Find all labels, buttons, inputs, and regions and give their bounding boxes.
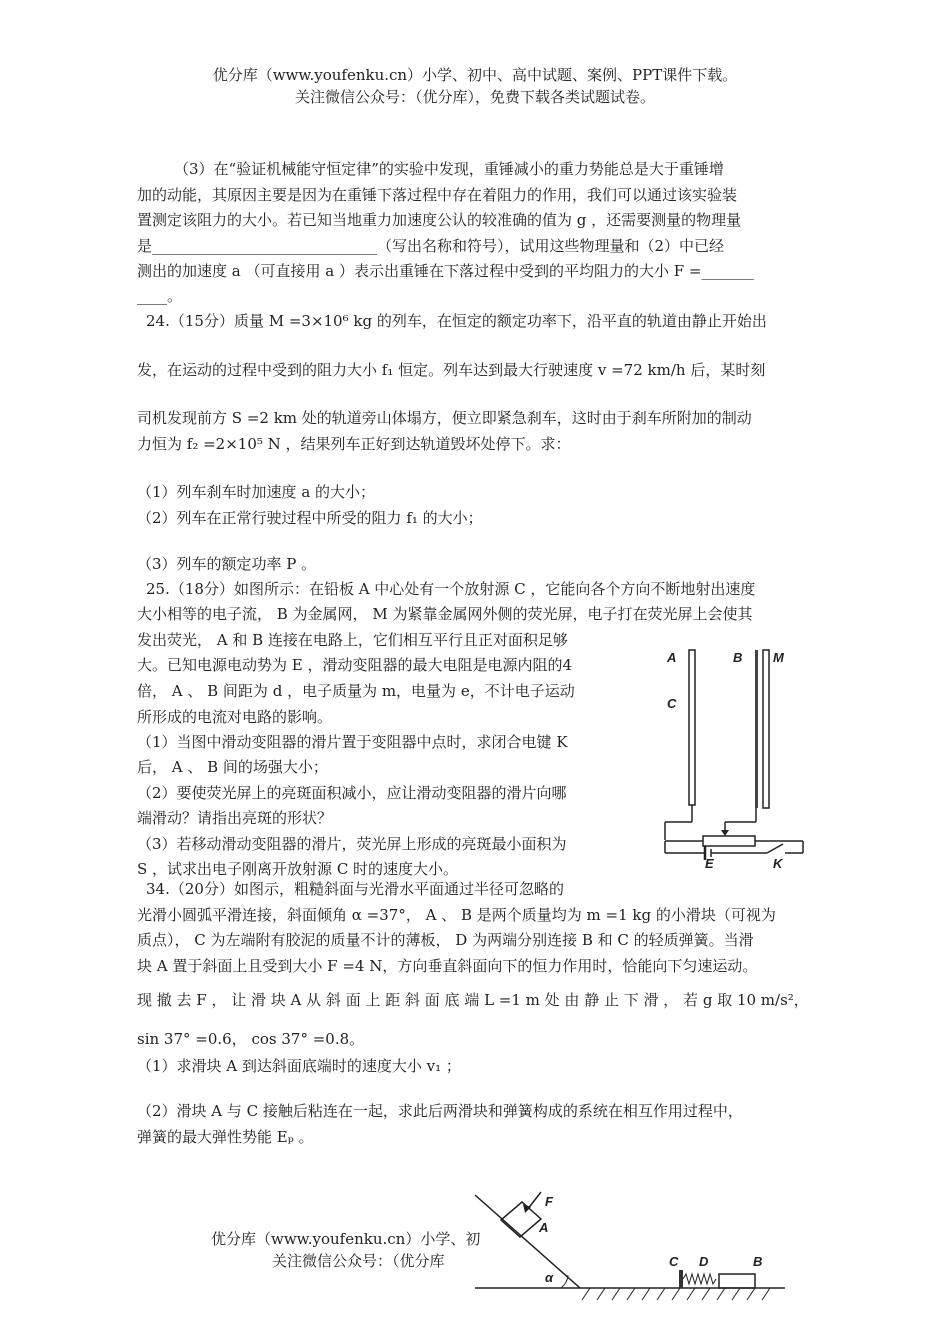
force-f-label: F: [545, 1194, 553, 1209]
incline-diagram: [465, 1190, 795, 1320]
q34-line-1: 34.（20分）如图示，粗糙斜面与光滑水平面通过半径可忽略的: [146, 880, 564, 898]
q24-sub-3: （3）列车的额定功率 P 。: [137, 555, 317, 573]
q25-sub-3a: （3）若移动滑动变阻器的滑片，荧光屏上形成的亮斑最小面积为: [137, 835, 567, 853]
q25-line-1: 25.（18分）如图所示：在铅板 A 中心处有一个放射源 C ，它能向各个方向不断地射出速度: [146, 580, 756, 598]
fluorescent-screen-m: [763, 650, 769, 808]
q23-line-4: 是______________________________（写出名称和符号），试用这些物理量和（2）中已经: [137, 237, 725, 255]
rheostat-slider: [721, 830, 729, 836]
q25-sub-1a: （1）当图中滑动变阻器的滑片置于变阻器中点时，求闭合电键 K: [137, 733, 568, 751]
q23-line-3: 置测定该阻力的大小。若已知当地重力加速度公认的较准确的值为 g ，还需要测量的物理量: [137, 211, 742, 229]
spring-d: [683, 1274, 716, 1284]
q25-sub-1b: 后， A 、 B 间的场强大小；: [137, 758, 328, 776]
screen-m-label: M: [773, 650, 784, 665]
board-c-label: C: [669, 1254, 679, 1269]
q23-line-1: （3）在“验证机械能守恒定律”的实验中发现，重锤减小的重力势能总是大于重锤增: [174, 160, 724, 178]
q25-line-4: 大。已知电源电动势为 E ，滑动变阻器的最大电阻是电源内阻的4: [137, 656, 573, 674]
q23-line-6: ____。: [137, 287, 183, 305]
mesh-b-label: B: [733, 650, 743, 665]
rheostat: [703, 836, 755, 846]
footer-line-1: 优分库（www.youfenku.cn）小学、初: [211, 1230, 481, 1248]
header-line-1: 优分库（www.youfenku.cn）小学、初中、高中试题、案例、PPT课件下载。: [212, 66, 738, 84]
angle-alpha-label: α: [545, 1270, 554, 1285]
q34-line-4: 块 A 置于斜面上且受到大小 F =4 N，方向垂直斜面向下的恒力作用时，恰能向下匀速运动。: [137, 957, 758, 975]
circuit-diagram: [655, 640, 830, 880]
lead-plate-a: [689, 650, 695, 805]
q24-sub-1: （1）列车刹车时加速度 a 的大小；: [137, 483, 376, 501]
q34-line-6: sin 37° =0.6， cos 37° =0.8。: [137, 1030, 365, 1048]
q24-sub-2: （2）列车在正常行驶过程中所受的阻力 f₁ 的大小；: [137, 509, 483, 527]
block-a-label: A: [539, 1220, 549, 1235]
q23-line-5: 测出的加速度 a （可直接用 a ）表示出重锤在下落过程中受到的平均阻力的大小 F =_______: [137, 262, 754, 280]
q24-line-1: 24.（15分）质量 M =3×10⁶ kg 的列车，在恒定的额定功率下，沿平直的轨道由静止开始出: [146, 312, 767, 330]
q34-sub-2a: （2）滑块 A 与 C 接触后粘连在一起，求此后两滑块和弹簧构成的系统在相互作用过程中，: [137, 1102, 743, 1120]
q34-sub-1: （1）求滑块 A 到达斜面底端时的速度大小 v₁ ；: [137, 1057, 461, 1075]
board-c: [679, 1270, 683, 1288]
q25-sub-2b: 端滑动？请指出亮斑的形状？: [137, 809, 333, 827]
q25-line-5: 倍， A 、 B 间距为 d ，电子质量为 m，电量为 e，不计电子运动: [137, 682, 575, 700]
block-b-label: B: [753, 1254, 763, 1269]
q25-line-6: 所形成的电流对电路的影响。: [137, 708, 333, 726]
footer-line-2: 关注微信公众号：（优分库: [272, 1252, 445, 1270]
q25-line-3: 发出荧光， A 和 B 连接在电路上，它们相互平行且正对面积足够: [137, 631, 568, 649]
q34-line-2: 光滑小圆弧平滑连接，斜面倾角 α =37°， A 、 B 是两个质量均为 m =1 kg 的小滑块（可视为: [137, 906, 776, 924]
q24-line-3: 司机发现前方 S =2 km 处的轨道旁山体塌方，便立即紧急刹车，这时由于刹车所附加的制动: [137, 409, 752, 427]
block-a: [501, 1202, 541, 1237]
spring-d-label: D: [699, 1254, 709, 1269]
q24-line-2: 发，在运动的过程中受到的阻力大小 f₁ 恒定。列车达到最大行驶速度 v =72 km/h 后，某时刻: [137, 361, 766, 379]
block-b: [719, 1274, 755, 1288]
q34-sub-2b: 弹簧的最大弹性势能 Eₚ 。: [137, 1128, 314, 1146]
switch-k: [767, 844, 783, 853]
metal-mesh-b: [755, 650, 758, 808]
q34-line-5: 现 撤 去 F ， 让 滑 块 A 从 斜 面 上 距 斜 面 底 端 L =1 m 处 由 静 止 下 滑 ， 若 g 取 10 m/s²，: [137, 991, 809, 1009]
switch-k-label: K: [773, 856, 783, 871]
q25-sub-3b: S ，试求出电子刚离开放射源 C 时的速度大小。: [137, 860, 459, 878]
battery-e-label: E: [705, 856, 714, 871]
header-line-2: 关注微信公众号：（优分库），免费下载各类试题试卷。: [294, 88, 655, 106]
source-c-label: C: [667, 696, 677, 711]
q24-line-4: 力恒为 f₂ =2×10⁵ N ，结果列车正好到达轨道毁坏处停下。求：: [137, 435, 571, 453]
q34-line-3: 质点）， C 为左端附有胶泥的质量不计的薄板， D 为两端分别连接 B 和 C 的轻质弹簧。当滑: [137, 931, 754, 949]
plate-a-label: A: [667, 650, 677, 665]
q25-line-2: 大小相等的电子流， B 为金属网， M 为紧靠金属网外侧的荧光屏，电子打在荧光屏上会使其: [137, 605, 753, 623]
q23-line-2: 加的动能，其原因主要是因为在重锤下落过程中存在着阻力的作用，我们可以通过该实验装: [137, 186, 738, 204]
q25-sub-2a: （2）要使荧光屏上的亮斑面积减小，应让滑动变阻器的滑片向哪: [137, 784, 567, 802]
